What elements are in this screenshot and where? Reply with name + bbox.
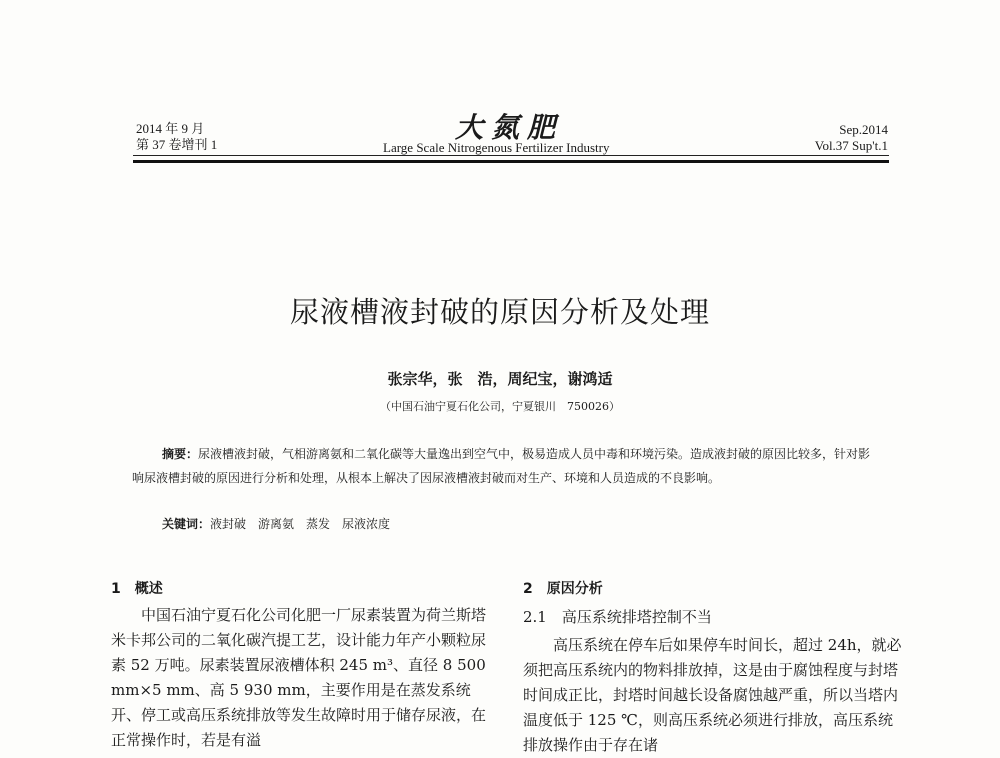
subsection-2-1-paragraph: 高压系统在停车后如果停车时间长，超过 24h，就必须把高压系统内的物料排放掉，这是由于腐蚀程度与封塔时间成正比，封塔时间越长设备腐蚀越严重，所以当塔内温度低于 125 ℃，则高压系统必须进行排放，高压系统排放操作由于存在诸 — [523, 636, 902, 754]
abstract-label: 摘要： — [162, 447, 199, 461]
section-2-heading: 2 原因分析 — [523, 581, 603, 597]
issue-date: 2014 年 9 月 — [136, 121, 205, 136]
abstract — [132, 442, 872, 490]
keywords — [162, 515, 390, 532]
abstract-text: 尿液槽液封破，气相游离氨和二氧化碳等大量逸出到空气中，极易造成人员中毒和环境污染。造成液封破的原因比较多，针对影响尿液槽封破的原因进行分析和处理，从根本上解决了因尿液槽液封破而对生产、环境和人员造成的不良影响。 — [132, 447, 871, 485]
journal-english-name: Large Scale Nitrogenous Fertilizer Industry — [383, 140, 610, 155]
article-title: 尿液槽液封破的原因分析及处理 — [289, 295, 710, 329]
subsection-2-1-body — [523, 633, 903, 758]
issue-date-en: Sep.2014 — [839, 122, 888, 137]
header-rule-thick — [133, 160, 889, 163]
keywords-text: 液封破 游离氨 蒸发 尿液浓度 — [210, 517, 391, 531]
author-affiliation: （中国石油宁夏石化公司，宁夏银川 750026） — [380, 400, 620, 413]
section-1-body — [111, 603, 491, 753]
keywords-label: 关键词： — [162, 517, 211, 531]
article-authors: 张宗华，张 浩，周纪宝，谢鸿适 — [387, 370, 613, 388]
volume-issue-en: Vol.37 Sup't.1 — [814, 138, 888, 153]
journal-logo: 大氮肥 — [455, 111, 564, 144]
header-rule-thin — [133, 155, 889, 156]
volume-issue-cn: 第 37 卷增刊 1 — [136, 137, 218, 152]
section-1-paragraph: 中国石油宁夏石化公司化肥一厂尿素装置为荷兰斯塔米卡邦公司的二氧化碳汽提工艺，设计能力年产小颗粒尿素 52 万吨。尿素装置尿液槽体积 245 m³、直径 8 500 mm×5 mm、高 5 930 mm，主要作用是在蒸发系统开、停工或高压系统排放等发生故障时用于储存尿液，在正常操作时，若是有溢 — [111, 606, 487, 749]
section-1-heading: 1 概述 — [111, 581, 163, 597]
subsection-2-1-heading: 2.1 高压系统排塔控制不当 — [523, 608, 712, 626]
